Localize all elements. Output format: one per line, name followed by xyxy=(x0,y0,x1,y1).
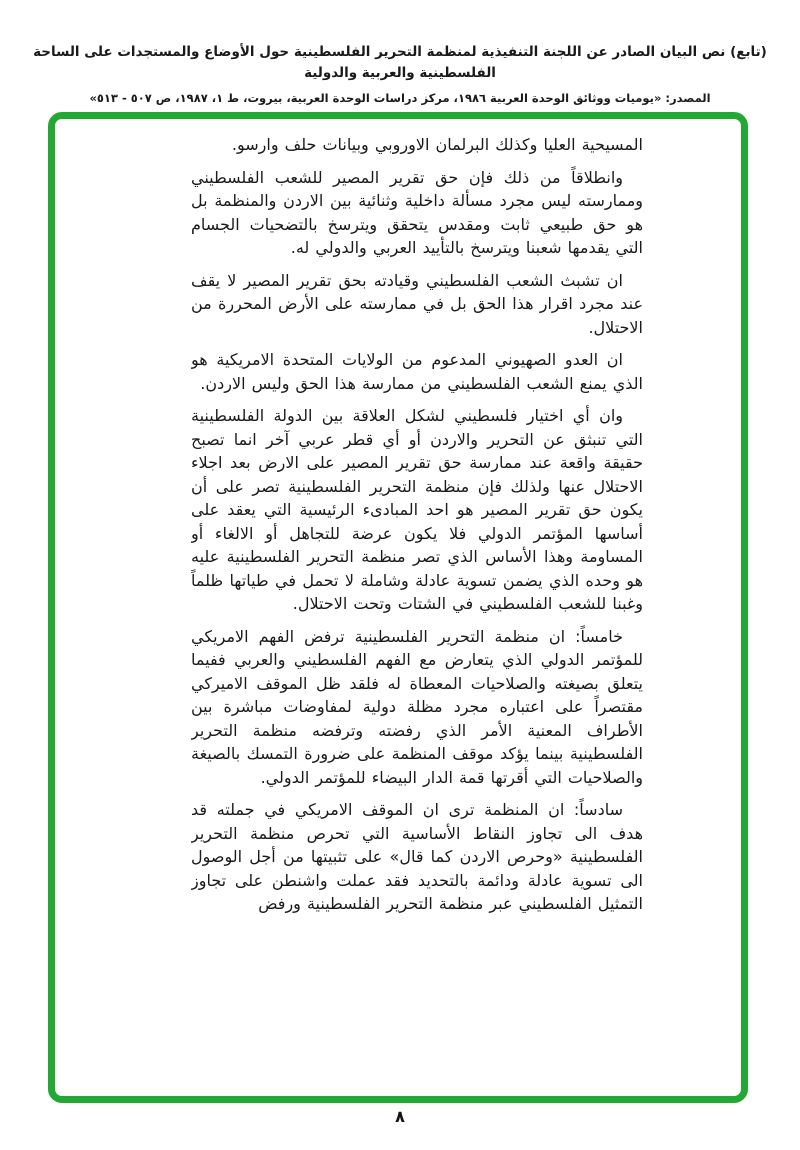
body-text-column xyxy=(191,133,643,1085)
paragraph-fifthly: خامساً: ان منظمة التحرير الفلسطينية ترفض الفهم الامريكي للمؤتمر الدولي الذي يتعارض مع الفهم الفلسطيني والعربي ففيما يتعلق بصيغته والصلاحيات المعطاة له فلقد ظل الموقف الاميركي مقتصراً على اعتباره مجرد مظلة دولية لمفاوضات مباشرة بين الأطراف المعنية الأمر الذي رفضته وترفضه منظمة التحرير الفلسطينية بينما يؤكد موقف المنظمة على ضرورة التمسك بالصيغة والصلاحيات التي أقرتها قمة الدار البيضاء للمؤتمر الدولي. xyxy=(191,626,643,787)
paragraph: وانطلاقاً من ذلك فإن حق تقرير المصير للشعب الفلسطيني وممارسته ليس مجرد مسألة داخلية وثنائية بين الاردن والمنظمة بل هو حق طبيعي ثابت ومقدس يتحقق ويترسخ بالتضحيات الجسام التي يقدمها شعبنا ويترسخ بالتأييد العربي والدولي له. xyxy=(191,167,643,257)
page-header xyxy=(0,42,800,105)
paragraph: ان تشبث الشعب الفلسطيني وقيادته بحق تقرير المصير لا يقف عند مجرد اقرار هذا الحق بل في ممارسته على الأرض المحررة من الاحتلال. xyxy=(191,270,643,337)
paragraph-continuation: المسيحية العليا وكذلك البرلمان الاوروبي وبيانات حلف وارسو. xyxy=(231,135,643,154)
page-number: ٨ xyxy=(395,1107,405,1126)
paragraph: ان العدو الصهيوني المدعوم من الولايات المتحدة الامريكية هو الذي يمنع الشعب الفلسطيني من ممارسة هذا الحق وليس الاردن. xyxy=(191,350,643,393)
paragraph: وان أي اختيار فلسطيني لشكل العلاقة بين الدولة الفلسطينية التي تنبثق عن التحرير والاردن أو أي قطر عربي آخر انما تصبح حقيقة واقعة عند ممارسة حق تقرير المصير على الارض بعد اجلاء الاحتلال عنها ولذلك فإن منظمة التحرير الفلسطينية تصر على أن يكون حق تقرير المصير هو احد المبادىء الرئيسية التي يعقد على أساسها المؤتمر الدولي فلا يكون عرضة للتجاهل أو الالغاء أو المساومة وهذا الأساس الذي تصر منظمة التحرير الفلسطينية عليه هو وحده الذي يضمن تسوية عادلة وشاملة لا تحمل في طياتها ظلماً وغبنا للشعب الفلسطيني في الشتات وتحت الاحتلال. xyxy=(191,406,643,613)
paragraph-sixthly: سادساً: ان المنظمة ترى ان الموقف الامريكي في جملته قد هدف الى تجاوز النقاط الأساسية التي تحرص منظمة التحرير الفلسطينية «وحرص الاردن كما قال» على تثبيتها من أجل الوصول الى تسوية عادلة ودائمة بالتحديد فقد عملت واشنطن على تجاوز التمثيل الفلسطيني عبر منظمة التحرير الفلسطينية ورفض xyxy=(191,800,643,913)
document-title: (تابع) نص البيان الصادر عن اللجنة التنفيذية لمنظمة التحرير الفلسطينية حول الأوضاع والمستجدات على الساحة الفلسطينية والعربية والدولية xyxy=(33,44,767,81)
source-citation: المصدر: «يوميات ووثائق الوحدة العربية ١٩٨٦، مركز دراسات الوحدة العربية، بيروت، ط ١، ١٩٨٧، ص ٥٠٧ - ٥١٣» xyxy=(89,90,711,105)
highlight-box xyxy=(48,112,748,1103)
